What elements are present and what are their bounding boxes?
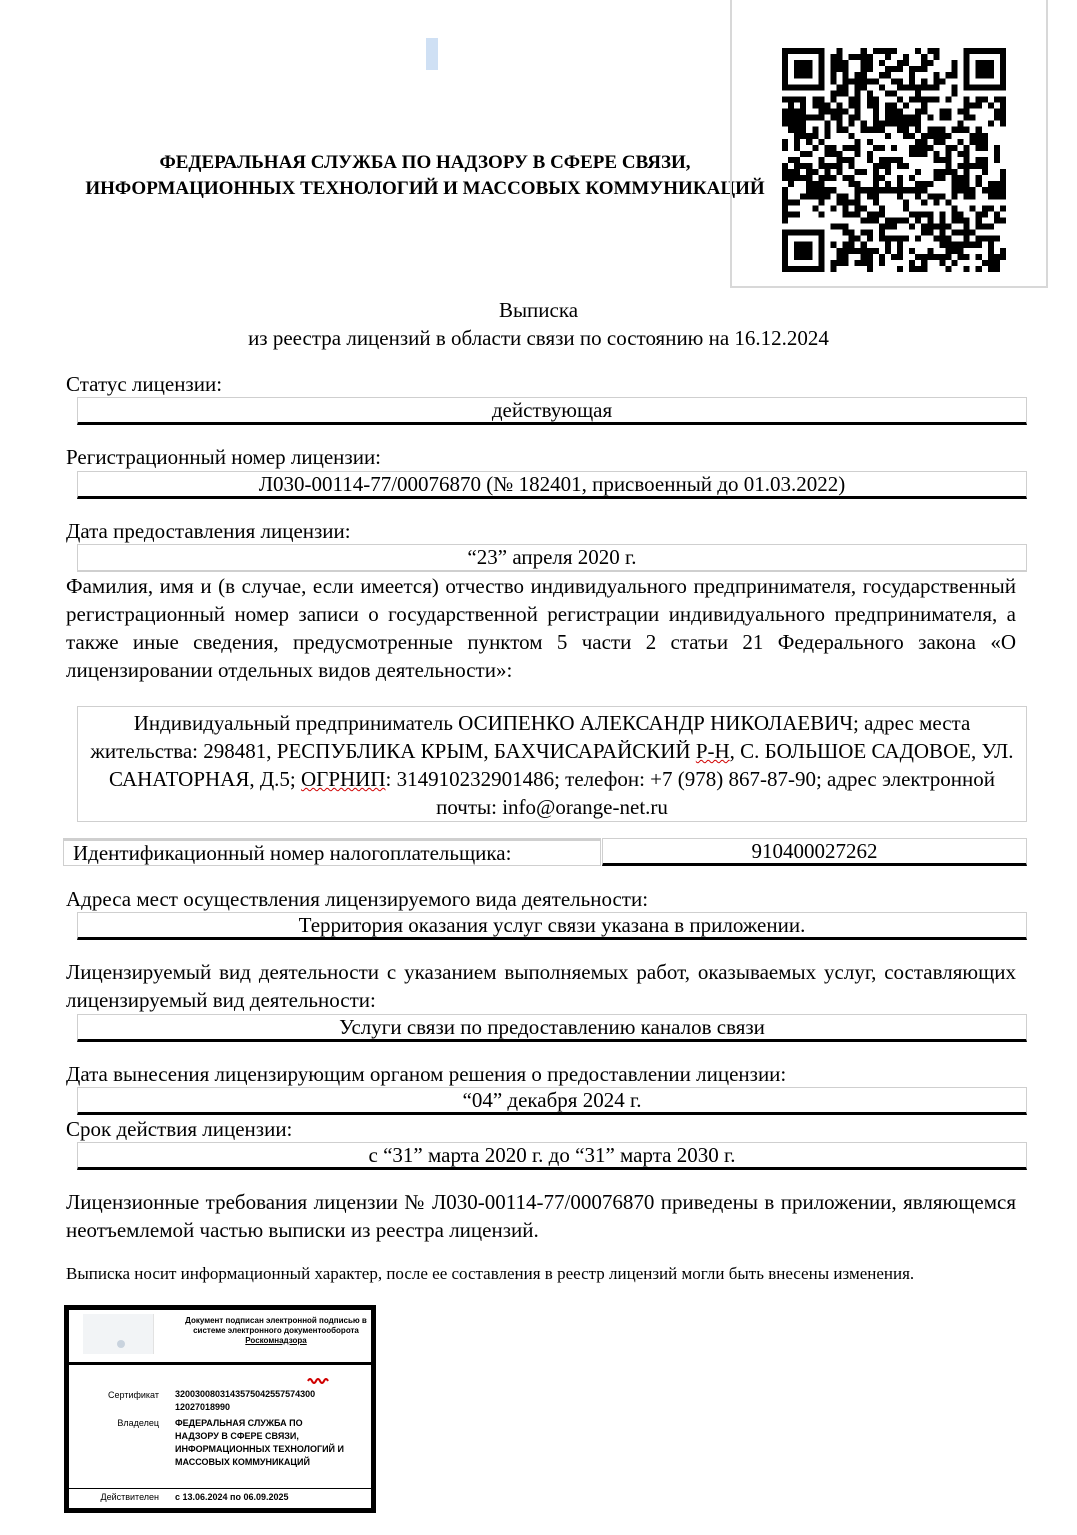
decision-date-label: Дата вынесения лицензирующим органом решения о предоставлении лицензии: <box>66 1062 787 1086</box>
status-label: Статус лицензии: <box>66 372 223 396</box>
grant-date-value: “23” апреля 2020 г. <box>77 544 1027 572</box>
certificate-line-2: 12027018990 <box>175 1402 231 1412</box>
inn-value: 910400027262 <box>602 838 1027 866</box>
status-value: действующая <box>77 397 1027 425</box>
stamp-header-org: Роскомнадзора <box>245 1336 307 1345</box>
signature-stamp <box>64 1305 376 1513</box>
valid-label: Действителен <box>100 1492 159 1502</box>
grant-date-label: Дата предоставления лицензии: <box>66 519 351 543</box>
requirements-text: Лицензионные требования лицензии № Л030-00114-77/00076870 приведены в приложении, являющемся неотъемлемой частью выписки из реестра лицензий. <box>66 1190 1016 1242</box>
validity-label: Срок действия лицензии: <box>66 1117 293 1141</box>
stamp-separator <box>69 1362 371 1365</box>
inn-label: Идентификационный номер налогоплательщика: <box>63 838 601 866</box>
holder-value-part2: , С. БОЛЬШОЕ САДОВОЕ, УЛ. САНАТОРНАЯ, Д.5; <box>109 739 1014 791</box>
certificate-value <box>175 1388 371 1414</box>
holder-value-rn: Р-Н <box>695 739 730 763</box>
certificate-line-1: 3200300803143575042557574300 <box>175 1389 316 1399</box>
holder-value-part3: : 314910232901486; телефон: +7 (978) 867-87-90; адрес электронной почты: info@orange-net.ru <box>385 767 995 819</box>
decision-date-value: “04” декабря 2024 г. <box>77 1087 1027 1115</box>
owner-label: Владелец <box>117 1418 159 1428</box>
document-subtitle: из реестра лицензий в области связи по состоянию на 16.12.2024 <box>248 326 829 350</box>
validity-value: с “31” марта 2020 г. до “31” марта 2030 г. <box>77 1142 1027 1170</box>
spellcheck-squiggle-icon <box>307 1376 329 1384</box>
stamp-header <box>181 1316 371 1346</box>
address-value: Территория оказания услуг связи указана в приложении. <box>77 912 1027 940</box>
holder-label: Фамилия, имя и (в случае, если имеется) отчество индивидуального предпринимателя, государственный регистрационный номер записи о государственной регистрации индивидуального предпринимателя, а также иные сведения, предусмотренные пунктом 5 части 2 статьи 21 Федерального закона «О лицензировании отдельных видов деятельности»: <box>66 574 1016 682</box>
informational-note: Выписка носит информационный характер, после ее составления в реестр лицензий могли быть внесены изменения. <box>66 1264 915 1283</box>
holder-value-part1: Индивидуальный предприниматель ОСИПЕНКО АЛЕКСАНДР НИКОЛАЕВИЧ; адрес места жительства: 298481, РЕСПУБЛИКА КРЫМ, БАХЧИСАРАЙСКИЙ <box>90 711 971 763</box>
address-label: Адреса мест осуществления лицензируемого вида деятельности: <box>66 887 649 911</box>
qr-code-icon <box>782 48 1006 272</box>
reg-number-value: Л030-00114-77/00076870 (№ 182401, присвоенный до 01.03.2022) <box>77 471 1027 499</box>
stamp-bottom-rule <box>69 1488 371 1489</box>
header-color-mark <box>426 38 438 70</box>
holder-value-box <box>77 706 1027 822</box>
holder-value-ogrnip: ОГРНИП <box>301 767 386 791</box>
stamp-header-text: Документ подписан электронной подписью в системе электронного документооборота <box>185 1316 367 1335</box>
stamp-logo <box>83 1314 154 1354</box>
owner-value: ФЕДЕРАЛЬНАЯ СЛУЖБА ПО НАДЗОРУ В СФЕРЕ СВЯЗИ, ИНФОРМАЦИОННЫХ ТЕХНОЛОГИЙ И МАССОВЫХ КОММУНИКАЦИЙ <box>175 1418 344 1467</box>
valid-value: с 13.06.2024 по 06.09.2025 <box>175 1492 289 1502</box>
document-title: Выписка <box>498 298 579 322</box>
activity-value: Услуги связи по предоставлению каналов связи <box>77 1014 1027 1042</box>
certificate-label: Сертификат <box>108 1390 159 1400</box>
activity-label: Лицензируемый вид деятельности с указанием выполняемых работ, оказываемых услуг, составляющих лицензируемый вид деятельности: <box>66 960 1016 1012</box>
organization-header: ФЕДЕРАЛЬНАЯ СЛУЖБА ПО НАДЗОРУ В СФЕРЕ СВЯЗИ, ИНФОРМАЦИОННЫХ ТЕХНОЛОГИЙ И МАССОВЫХ КОММУНИКАЦИЙ <box>85 152 765 199</box>
reg-number-label: Регистрационный номер лицензии: <box>66 445 382 469</box>
